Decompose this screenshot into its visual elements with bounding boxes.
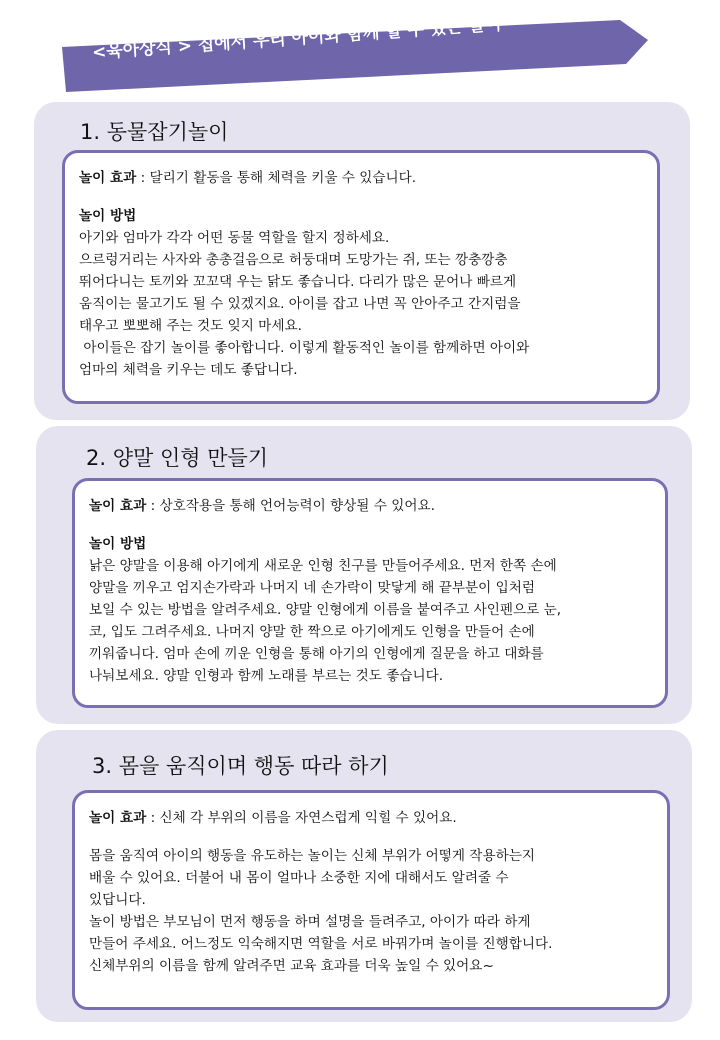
- body-line: 있답니다.: [89, 892, 146, 908]
- effect-label: 놀이 효과: [89, 810, 147, 826]
- section-card-2: [72, 478, 668, 708]
- body-line: 움직이는 물고기도 될 수 있겠지요. 아이를 잡고 나면 꼭 안아주고 간지럼을: [79, 296, 521, 312]
- body-line: 아기와 엄마가 각각 어떤 동물 역할을 할지 정하세요.: [79, 230, 390, 246]
- body-line: 코, 입도 그려주세요. 나머지 양말 한 짝으로 아기에게도 인형을 만들어 손에: [89, 624, 535, 640]
- section-panel-3: [36, 730, 692, 1022]
- effect-text: : 상호작용을 통해 언어능력이 향상될 수 있어요.: [146, 498, 435, 514]
- body-line: 엄마의 체력을 키우는 데도 좋답니다.: [79, 362, 298, 378]
- body-line: 만들어 주세요. 어느정도 익숙해지면 역할을 서로 바꿔가며 놀이를 진행합니다.: [89, 936, 553, 952]
- section-title-1: 1. 동물잡기놀이: [80, 120, 229, 144]
- body-line: 신체부위의 이름을 함께 알려주면 교육 효과를 더욱 높일 수 있어요~: [89, 958, 494, 974]
- section-panel-2: [36, 426, 692, 724]
- body-line: 으르렁거리는 사자와 총총걸음으로 허둥대며 도망가는 쥐, 또는 깡충깡충: [79, 252, 508, 268]
- section-card-1: [62, 150, 660, 404]
- method-label: 놀이 방법: [89, 536, 147, 552]
- section-card-3: [72, 790, 670, 1010]
- section-title-3: 3. 몸을 움직이며 행동 따라 하기: [92, 754, 389, 778]
- method-label: 놀이 방법: [79, 208, 137, 224]
- section-panel-1: [34, 102, 690, 420]
- body-line: 놀이 방법은 부모님이 먼저 행동을 하며 설명을 들려주고, 아이가 따라 하게: [89, 914, 531, 930]
- effect-line: [89, 495, 651, 517]
- body-line: 뛰어다니는 토끼와 꼬꼬댁 우는 닭도 좋습니다. 다리가 많은 문어나 빠르게: [79, 274, 517, 290]
- effect-line: [79, 167, 643, 189]
- effect-text: : 신체 각 부위의 이름을 자연스럽게 익힐 수 있어요.: [146, 810, 457, 826]
- body-line: 끼워줍니다. 엄마 손에 끼운 인형을 통해 아기의 인형에게 질문을 하고 대화를: [89, 646, 544, 662]
- header-banner: [0, 0, 720, 110]
- body-line: 태우고 뽀뽀해 주는 것도 잊지 마세요.: [79, 318, 302, 334]
- effect-line: [89, 807, 653, 829]
- effect-text: : 달리기 활동을 통해 체력을 키울 수 있습니다.: [136, 170, 417, 186]
- body-line: 배울 수 있어요. 더불어 내 몸이 얼마나 소중한 지에 대해서도 알려줄 수: [89, 870, 509, 886]
- body-line: 보일 수 있는 방법을 알려주세요. 양말 인형에게 이름을 붙여주고 사인펜으로 눈,: [89, 602, 562, 618]
- body-line: 낡은 양말을 이용해 아기에게 새로운 인형 친구를 만들어주세요. 먼저 한쪽 손에: [89, 558, 557, 574]
- body-line: 몸을 움직여 아이의 행동을 유도하는 놀이는 신체 부위가 어떻게 작용하는지: [89, 848, 535, 864]
- banner-title: <육아상식 > 집에서 우리 아이와 함께 할 수 있는 놀이: [91, 14, 503, 63]
- body-line: 나눠보세요. 양말 인형과 함께 노래를 부르는 것도 좋습니다.: [89, 668, 444, 684]
- body-line: 양말을 끼우고 엄지손가락과 나머지 네 손가락이 맞닿게 해 끝부분이 입처럼: [89, 580, 535, 596]
- body-line: 아이들은 잡기 놀이를 좋아합니다. 이렇게 활동적인 놀이를 함께하면 아이와: [79, 340, 530, 356]
- effect-label: 놀이 효과: [79, 170, 137, 186]
- section-title-2: 2. 양말 인형 만들기: [86, 446, 269, 470]
- effect-label: 놀이 효과: [89, 498, 147, 514]
